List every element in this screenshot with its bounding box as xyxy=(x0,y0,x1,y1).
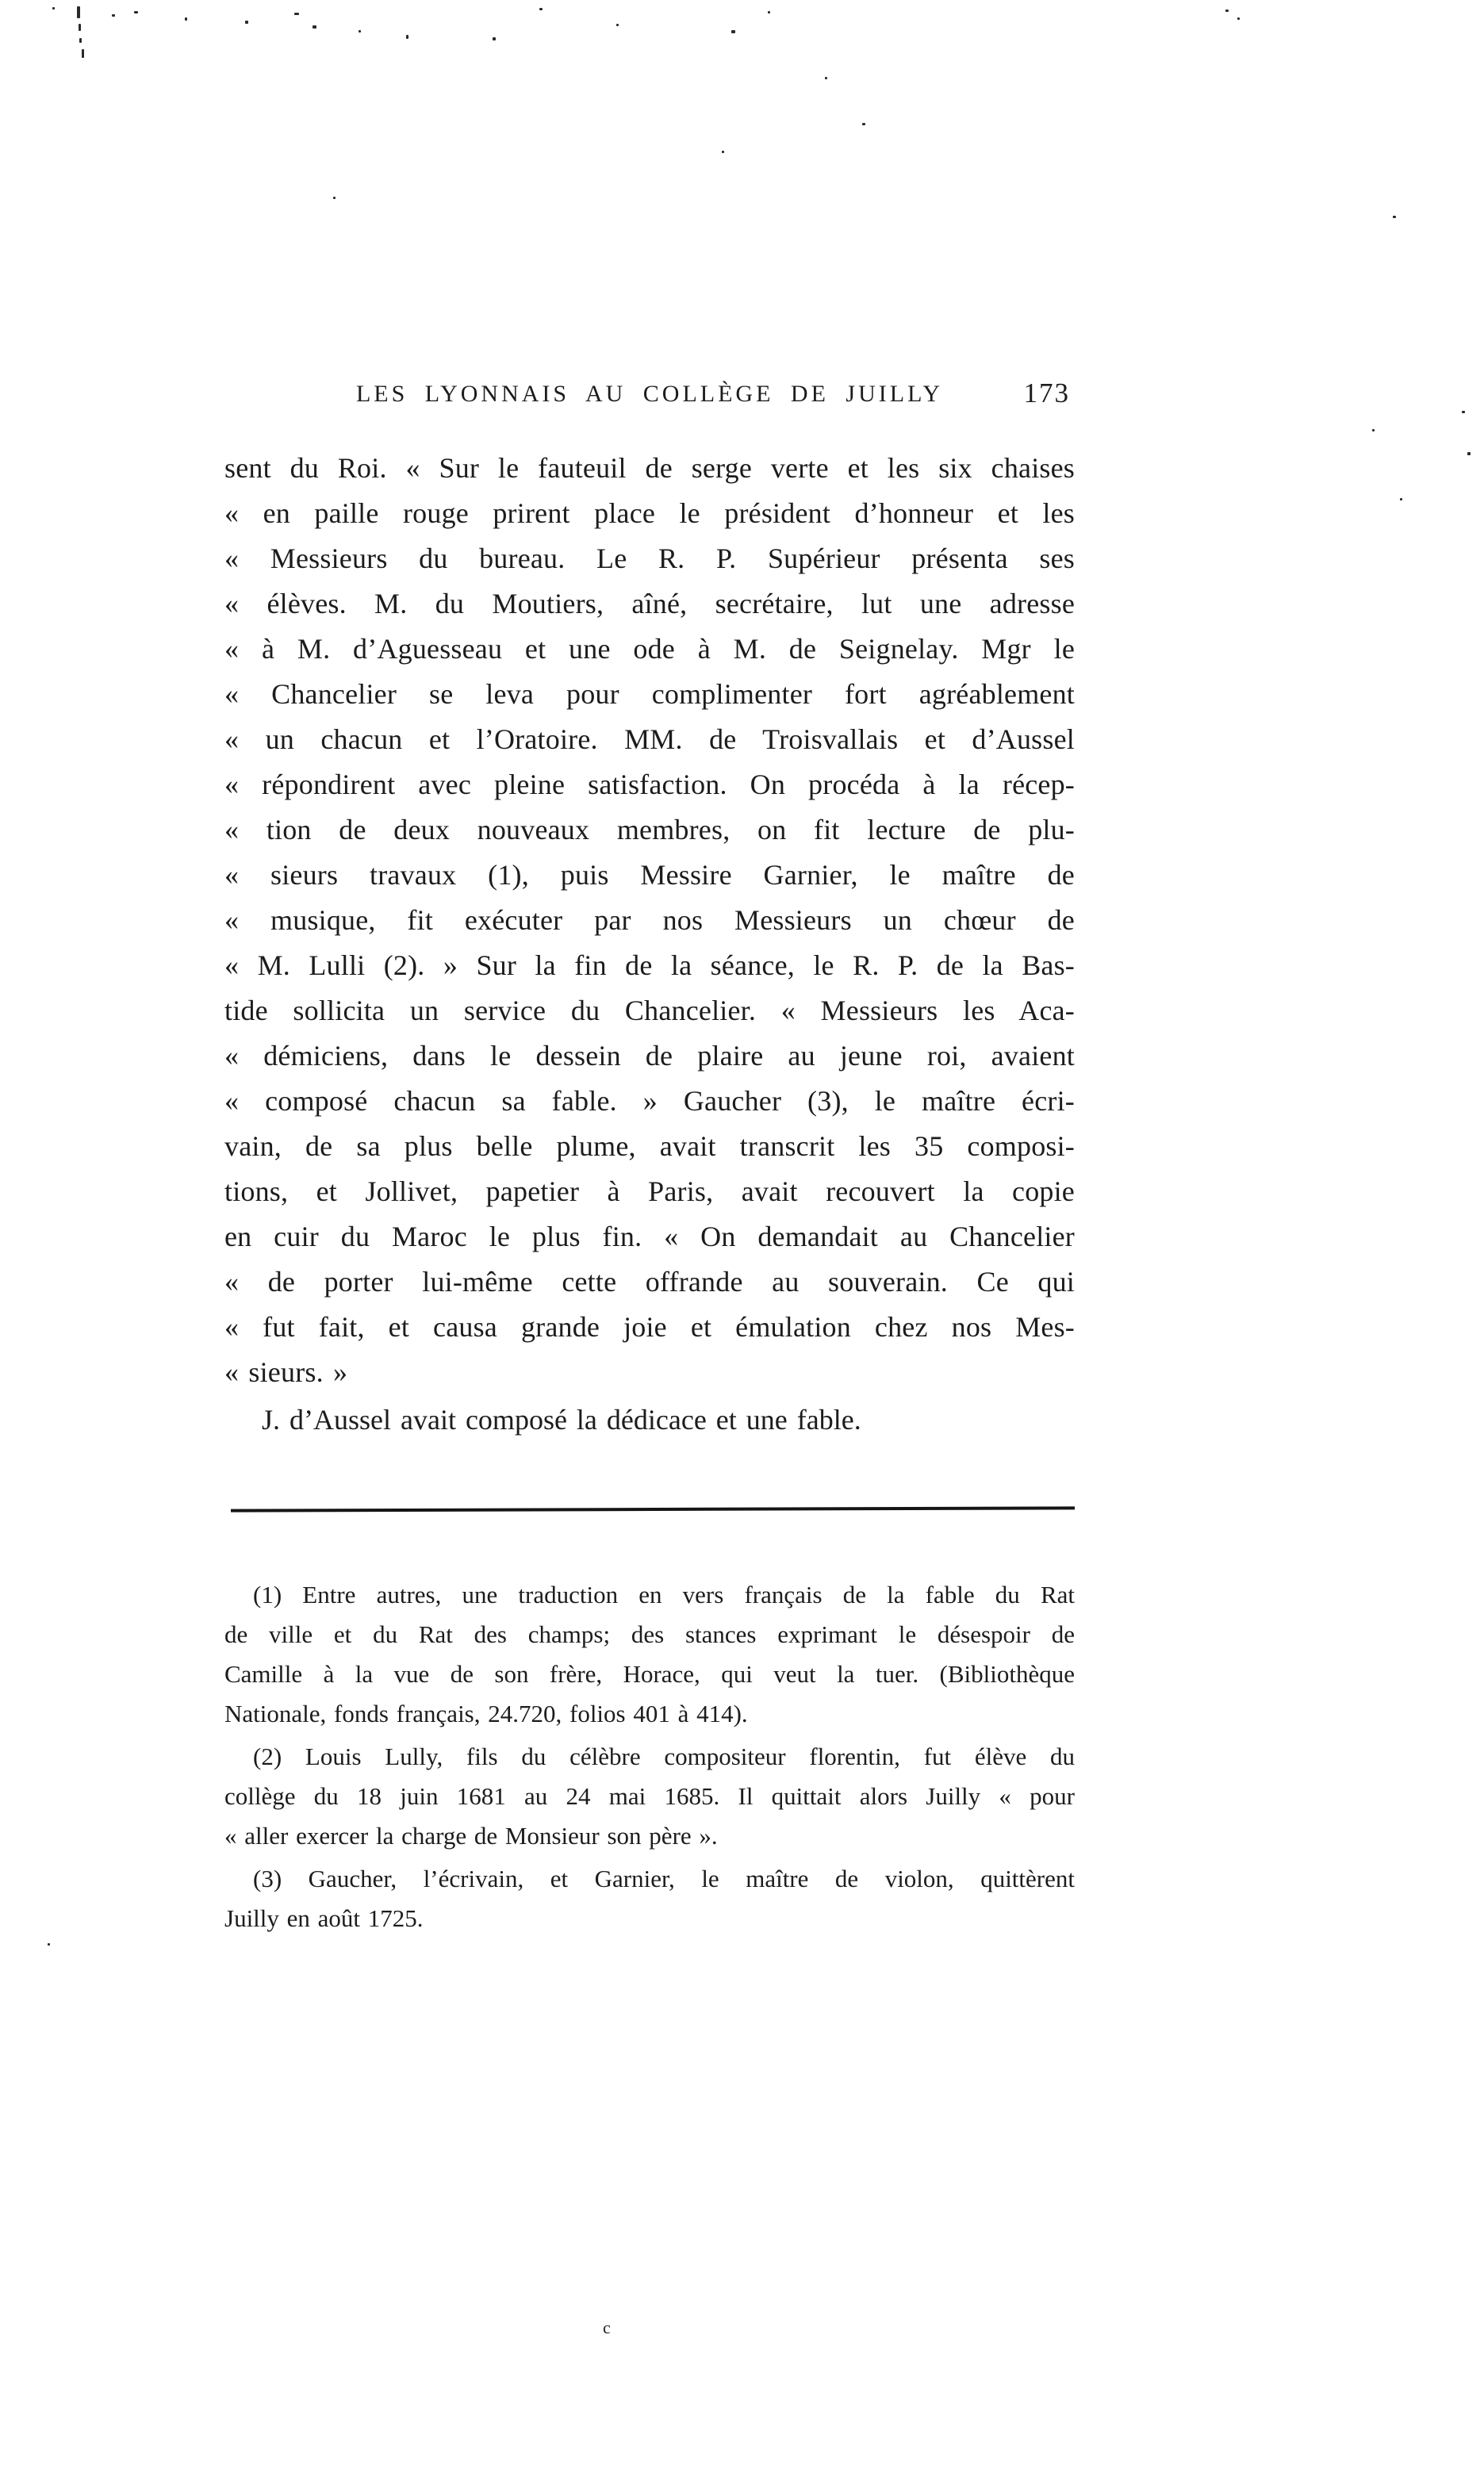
text-line: « fut fait, et causa grande joie et émulation chez nos Mes- xyxy=(224,1311,1075,1343)
page-header xyxy=(224,378,1075,416)
text-line: « sieurs. » xyxy=(224,1356,348,1388)
text-line: « élèves. M. du Moutiers, aîné, secrétaire, lut une adresse xyxy=(224,588,1075,619)
page-number: 173 xyxy=(1023,378,1070,408)
scan-speck xyxy=(539,8,543,10)
text-line: « répondirent avec pleine satisfaction. On procéda à la récep- xyxy=(224,769,1075,800)
text-line: tions, et Jollivet, papetier à Paris, avait recouvert la copie xyxy=(224,1175,1075,1207)
text-line: « un chacun et l’Oratoire. MM. de Troisvallais et d’Aussel xyxy=(224,723,1075,755)
scan-speck xyxy=(1225,10,1229,12)
text-line: tide sollicita un service du Chancelier. « Messieurs les Aca- xyxy=(224,995,1075,1026)
stray-ink-mark: c xyxy=(603,2318,611,2337)
text-line: « tion de deux nouveaux membres, on fit lecture de plu- xyxy=(224,814,1075,845)
text-line: « démiciens, dans le dessein de plaire au jeune roi, avaient xyxy=(224,1040,1075,1072)
scan-speck xyxy=(1467,452,1471,455)
text-line: Camille à la vue de son frère, Horace, qui veut la tuer. (Bibliothèque xyxy=(224,1660,1075,1688)
scan-speck xyxy=(52,7,55,10)
text-line: « sieurs travaux (1), puis Messire Garnier, le maître de xyxy=(224,859,1075,891)
text-line: en cuir du Maroc le plus fin. « On demandait au Chancelier xyxy=(224,1221,1075,1252)
text-line: « à M. d’Aguesseau et une ode à M. de Seignelay. Mgr le xyxy=(224,633,1075,665)
main-paragraph xyxy=(224,446,1075,1395)
footnote-1 xyxy=(224,1575,1075,1734)
text-line: (2) Louis Lully, fils du célèbre compositeur florentin, fut élève du xyxy=(253,1743,1075,1770)
scan-speck xyxy=(79,38,82,43)
scan-speck xyxy=(1393,216,1396,218)
scan-speck xyxy=(1237,17,1240,20)
scan-speck xyxy=(134,11,138,13)
footnote-separator-rule xyxy=(231,1506,1075,1512)
scan-speck xyxy=(313,25,316,29)
text-line: Nationale, fonds français, 24.720, folios 401 à 414). xyxy=(224,1700,748,1727)
scan-speck xyxy=(245,21,248,24)
scan-speck xyxy=(862,123,865,125)
text-line: « Chancelier se leva pour complimenter fort agréablement xyxy=(224,678,1075,710)
footnote-3 xyxy=(224,1859,1075,1938)
scan-speck xyxy=(82,49,84,58)
text-line: « musique, fit exécuter par nos Messieurs un chœur de xyxy=(224,904,1075,936)
text-line: vain, de sa plus belle plume, avait transcrit les 35 composi- xyxy=(224,1130,1075,1162)
scan-speck xyxy=(79,24,81,31)
scan-speck xyxy=(1372,429,1375,431)
scan-speck xyxy=(294,13,299,15)
scan-speck xyxy=(1400,498,1402,500)
scan-speck xyxy=(359,30,361,33)
running-title: LES LYONNAIS AU COLLÈGE DE JUILLY xyxy=(355,381,944,407)
text-line: (1) Entre autres, une traduction en vers français de la fable du Rat xyxy=(253,1581,1075,1608)
scan-speck xyxy=(77,6,80,18)
text-line: Juilly en août 1725. xyxy=(224,1904,424,1932)
text-line: « en paille rouge prirent place le président d’honneur et les xyxy=(224,497,1075,529)
text-line: collège du 18 juin 1681 au 24 mai 1685. Il quittait alors Juilly « pour xyxy=(224,1782,1075,1810)
text-line: « aller exercer la charge de Monsieur son père ». xyxy=(224,1822,718,1850)
scan-speck xyxy=(768,11,770,13)
text-line: sent du Roi. « Sur le fauteuil de serge verte et les six chaises xyxy=(224,452,1075,484)
scan-speck xyxy=(406,35,408,39)
text-line: de ville et du Rat des champs; des stances exprimant le désespoir de xyxy=(224,1620,1075,1648)
scan-speck xyxy=(616,24,619,26)
scan-speck xyxy=(333,197,336,199)
scan-speck xyxy=(731,30,735,33)
scan-speck xyxy=(48,1943,50,1946)
scan-speck xyxy=(1462,411,1465,413)
scan-speck xyxy=(825,77,827,79)
scan-speck xyxy=(112,14,115,17)
closing-paragraph: J. d’Aussel avait composé la dédicace et une fable. xyxy=(262,1404,861,1436)
text-line: « Messieurs du bureau. Le R. P. Supérieur présenta ses xyxy=(224,543,1075,574)
scan-speck xyxy=(722,151,724,153)
text-line: « de porter lui-même cette offrande au souverain. Ce qui xyxy=(224,1266,1075,1298)
text-line: « M. Lulli (2). » Sur la fin de la séance, le R. P. de la Bas- xyxy=(224,949,1075,981)
text-line: « composé chacun sa fable. » Gaucher (3), le maître écri- xyxy=(224,1085,1075,1117)
scan-speck xyxy=(185,17,187,21)
footnote-2 xyxy=(224,1737,1075,1856)
text-line: (3) Gaucher, l’écrivain, et Garnier, le maître de violon, quittèrent xyxy=(253,1865,1075,1892)
scan-speck xyxy=(493,37,496,40)
